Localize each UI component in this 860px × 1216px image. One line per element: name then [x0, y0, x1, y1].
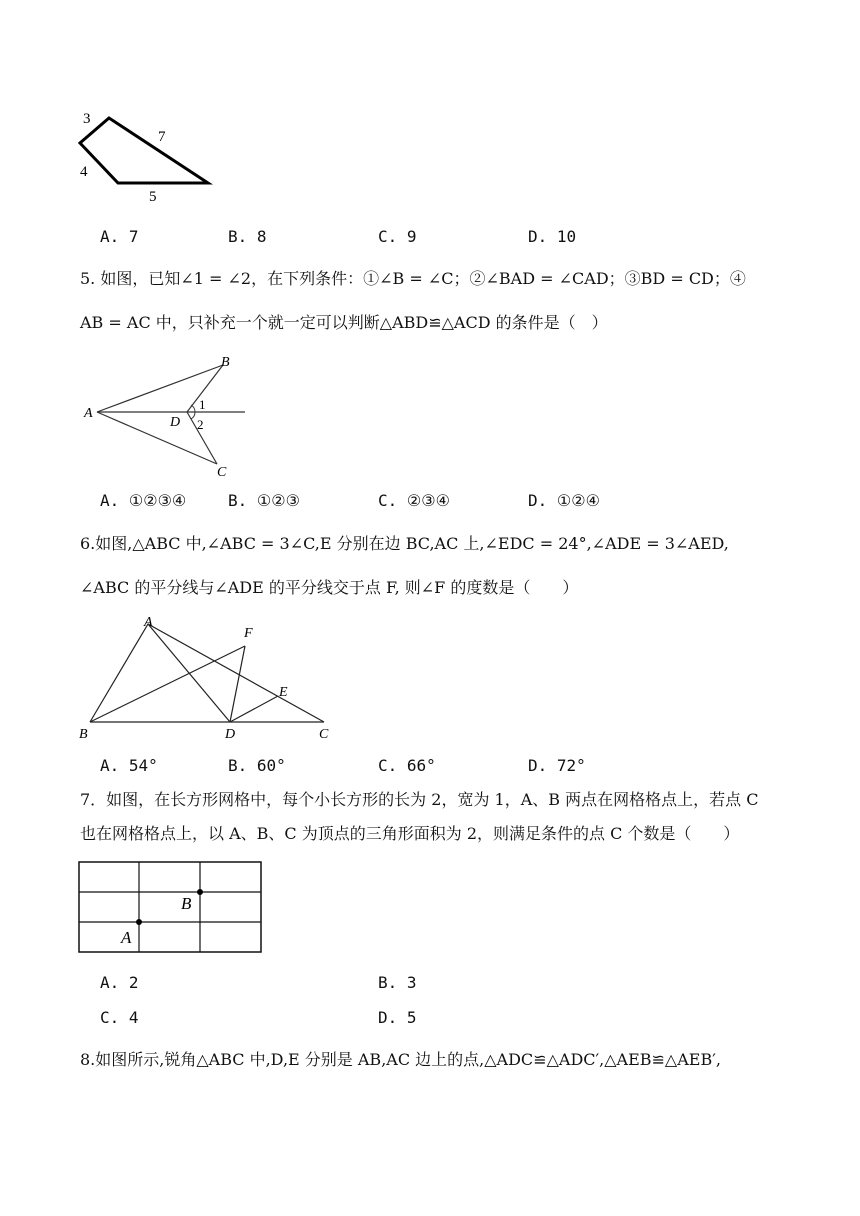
q5-option-a: A. ①②③④ [100, 491, 187, 510]
q7-option-a: A. 2 [100, 973, 139, 992]
q6-label-e: E [279, 685, 288, 700]
q6-line-bf [90, 646, 245, 722]
q7-option-c: C. 4 [100, 1008, 139, 1027]
q6-label-b: B [79, 727, 88, 742]
q7-option-d: D. 5 [378, 1008, 417, 1027]
q5-label-a: A [84, 406, 93, 421]
q7-label-b: B [181, 894, 192, 913]
q6-line-df [230, 646, 245, 722]
q6-line-de [230, 696, 278, 722]
q4-option-d: D. 10 [528, 227, 577, 246]
q6-label-c: C [319, 727, 329, 742]
q6-option-b: B. 60° [228, 756, 286, 775]
q5-label-c: C [217, 465, 227, 480]
q6-line-ac [148, 624, 324, 722]
q4-quadrilateral-shape [80, 118, 208, 183]
q5-angle-arc-2 [191, 412, 195, 419]
q5-option-d: D. ①②④ [528, 491, 600, 510]
q6-question-line-2: ∠ABC 的平分线与∠ADE 的平分线交于点 F, 则∠F 的度数是（ ） [80, 578, 579, 597]
q6-question-line-1: 6.如图,△ABC 中,∠ABC = 3∠C,E 分别在边 BC,AC 上,∠EDC = 24°,∠ADE = 3∠AED, [80, 534, 729, 553]
q7-option-b: B. 3 [378, 973, 417, 992]
q7-grid-figure [75, 858, 265, 958]
q5-question-line-2: AB = AC 中，只补充一个就一定可以判断△ABD≌△ACD 的条件是（ ） [80, 313, 608, 332]
q6-triangle-figure [75, 612, 340, 744]
q7-question-line-2: 也在网格格点上，以 A、B、C 为顶点的三角形面积为 2，则满足条件的点 C 个数是（ ） [80, 824, 740, 843]
q6-label-d: D [225, 727, 236, 742]
q5-triangle-figure [80, 350, 250, 485]
q4-option-c: C. 9 [378, 227, 417, 246]
q6-label-a: A [144, 615, 153, 630]
q5-label-d: D [170, 415, 181, 430]
q5-option-b: B. ①②③ [228, 491, 300, 510]
q8-question-line-1: 8.如图所示,锐角△ABC 中,D,E 分别是 AB,AC 边上的点,△ADC≌△ADC′,△AEB≌△AEB′, [80, 1050, 721, 1069]
q4-label-4: 4 [80, 164, 88, 180]
q7-point-a [136, 919, 142, 925]
q6-option-c: C. 66° [378, 756, 436, 775]
q4-quadrilateral-figure [70, 105, 220, 205]
q4-label-7: 7 [158, 129, 166, 145]
q6-option-d: D. 72° [528, 756, 586, 775]
q5-label-2: 2 [197, 417, 204, 432]
q5-label-b: B [221, 355, 230, 370]
q5-option-c: C. ②③④ [378, 491, 450, 510]
q7-question-line-1: 7．如图，在长方形网格中，每个小长方形的长为 2，宽为 1，A、B 两点在网格格点上，若点 C [80, 790, 759, 809]
q5-question-line-1: 5. 如图，已知∠1 = ∠2，在下列条件：①∠B = ∠C；②∠BAD = ∠CAD；③BD = CD；④ [80, 269, 746, 288]
q4-option-b: B. 8 [228, 227, 267, 246]
q5-label-1: 1 [199, 397, 206, 412]
q7-point-b [197, 889, 203, 895]
q7-label-a: A [121, 928, 132, 947]
q6-label-f: F [244, 626, 253, 641]
q6-option-a: A. 54° [100, 756, 158, 775]
q4-label-3: 3 [83, 111, 91, 127]
q4-option-a: A. 7 [100, 227, 139, 246]
q7-grid-border [79, 862, 261, 952]
q4-label-5: 5 [149, 189, 157, 205]
